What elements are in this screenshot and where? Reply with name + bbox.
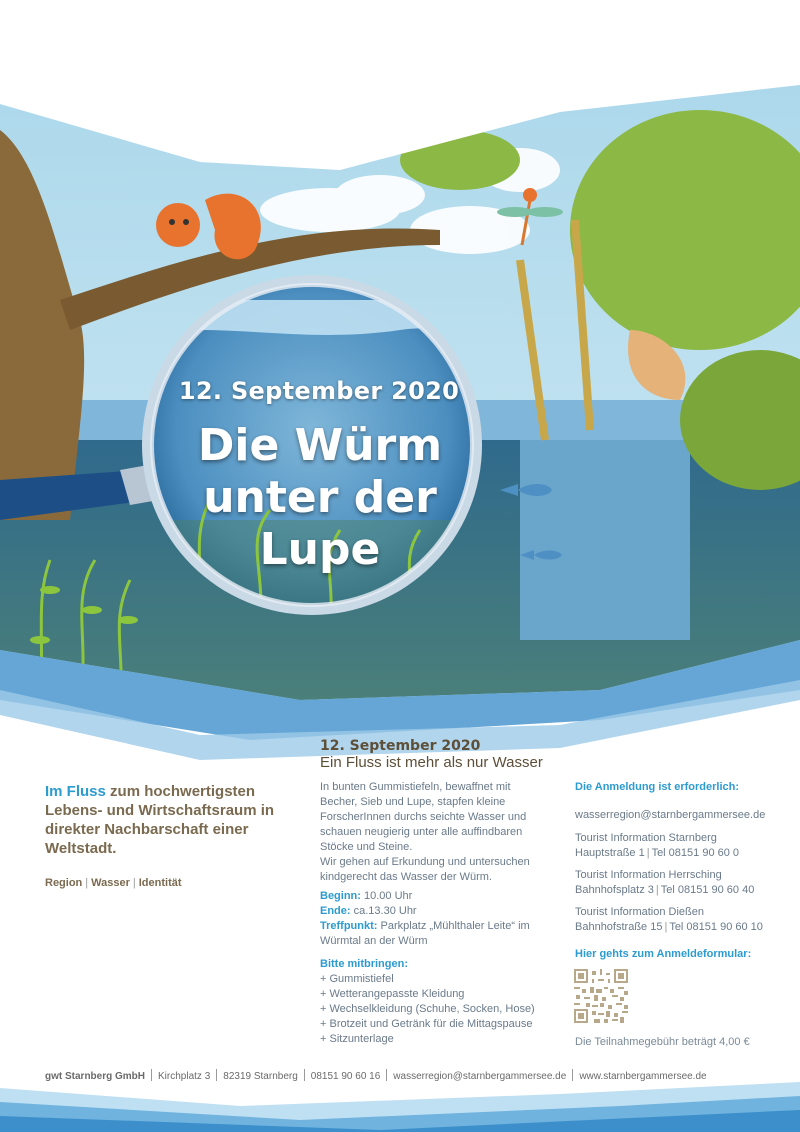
event-details: [320, 889, 552, 949]
event-begin: [320, 889, 552, 904]
bring-list: [320, 957, 560, 1047]
office-starnberg: [575, 831, 739, 861]
footer-website-link[interactable]: www.starnbergammersee.de: [579, 1071, 707, 1082]
office-tel: Tel 08151 90 60 0: [651, 847, 740, 859]
tag-region: Region: [45, 877, 83, 889]
office-name: Tourist Information Starnberg: [575, 832, 717, 844]
begin-label: Beginn:: [320, 890, 361, 902]
office-tel: Tel 08151 90 60 10: [669, 921, 763, 933]
bring-item: + Brotzeit und Getränk für die Mittagspause: [320, 1018, 533, 1030]
tag-separator: |: [132, 877, 136, 889]
footer-phone: 08151 90 60 16: [310, 1071, 381, 1082]
office-herrsching: [575, 868, 754, 898]
footer-company: gwt Starnberg GmbH: [45, 1071, 146, 1082]
registration-email-link[interactable]: wasserregion@starnbergammersee.de: [575, 809, 766, 821]
fee-note: Die Teilnahmegebühr beträgt 4,00 €: [575, 1036, 750, 1048]
tag-identitaet: Identität: [138, 877, 182, 889]
footer-city: 82319 Starnberg: [223, 1071, 298, 1082]
event-end: [320, 904, 552, 919]
meet-value: Parkplatz „Mühlthaler Leite“ im Würmtal an der Würm: [320, 920, 530, 947]
meet-label: Treffpunkt:: [320, 920, 378, 932]
office-contact: [575, 846, 739, 861]
form-heading: Hier gehts zum Anmeldeformular:: [575, 948, 752, 960]
office-diessen: [575, 905, 763, 935]
footer-street: Kirchplatz 3: [158, 1071, 211, 1082]
bring-heading: Bitte mitbringen:: [320, 958, 408, 970]
tag-wasser: Wasser: [91, 877, 130, 889]
office-street: Bahnhofsplatz 3: [575, 884, 654, 896]
bring-item: + Gummistiefel: [320, 973, 394, 985]
office-tel: Tel 08151 90 60 40: [660, 884, 755, 896]
event-subtitle: Ein Fluss ist mehr als nur Wasser: [320, 754, 543, 771]
footer-email-link[interactable]: wasserregion@starnbergammersee.de: [393, 1071, 567, 1082]
office-name: Tourist Information Dießen: [575, 906, 704, 918]
hero-title-line-1: Die Würm: [197, 420, 443, 471]
registration-heading: Die Anmeldung ist erforderlich:: [575, 781, 740, 793]
office-name: Tourist Information Herrsching: [575, 869, 722, 881]
lead-text: [45, 782, 295, 858]
footer-wave-decoration: [0, 1080, 800, 1132]
event-description-p2: Wir gehen auf Erkundung und untersuchen kindgerecht das Wasser der Würm.: [320, 856, 530, 883]
begin-value: 10.00 Uhr: [360, 890, 413, 902]
office-street: Bahnhofstraße 15: [575, 921, 663, 933]
office-street: Hauptstraße 1: [575, 847, 645, 859]
hero-title-line-2: unter der: [203, 472, 437, 523]
bring-item: + Wechselkleidung (Schuhe, Socken, Hose): [320, 1003, 535, 1015]
hero-date: 12. September 2020: [178, 377, 460, 405]
bring-item: + Sitzunterlage: [320, 1033, 394, 1045]
event-description: [320, 780, 550, 885]
lead-highlight: Im Fluss: [45, 783, 106, 800]
separator: |: [664, 921, 668, 933]
hero-title: [150, 420, 490, 576]
end-value: ca.13.30 Uhr: [350, 905, 417, 917]
separator: |: [655, 884, 659, 896]
qr-code-icon[interactable]: [574, 969, 628, 1023]
office-contact: [575, 920, 763, 935]
tag-line: [45, 877, 182, 889]
event-meeting-point: [320, 919, 552, 949]
hero-title-line-3: Lupe: [259, 524, 381, 575]
separator: |: [646, 847, 650, 859]
event-description-p1: In bunten Gummistiefeln, bewaffnet mit Becher, Sieb und Lupe, stapfen kleine ForscherInnen durchs seichte Wasser und schauen neugierig unter alle auffindbaren Stöcke und Steine.: [320, 781, 527, 853]
end-label: Ende:: [320, 905, 351, 917]
bring-item: + Wetterangepasste Kleidung: [320, 988, 465, 1000]
event-date: 12. September 2020: [320, 738, 481, 754]
lead-rest: zum hochwertigsten Lebens- und Wirtschaftsraum in direkter Nachbarschaft einer Weltstadt.: [45, 783, 275, 857]
tag-separator: |: [85, 877, 89, 889]
office-contact: [575, 883, 754, 898]
